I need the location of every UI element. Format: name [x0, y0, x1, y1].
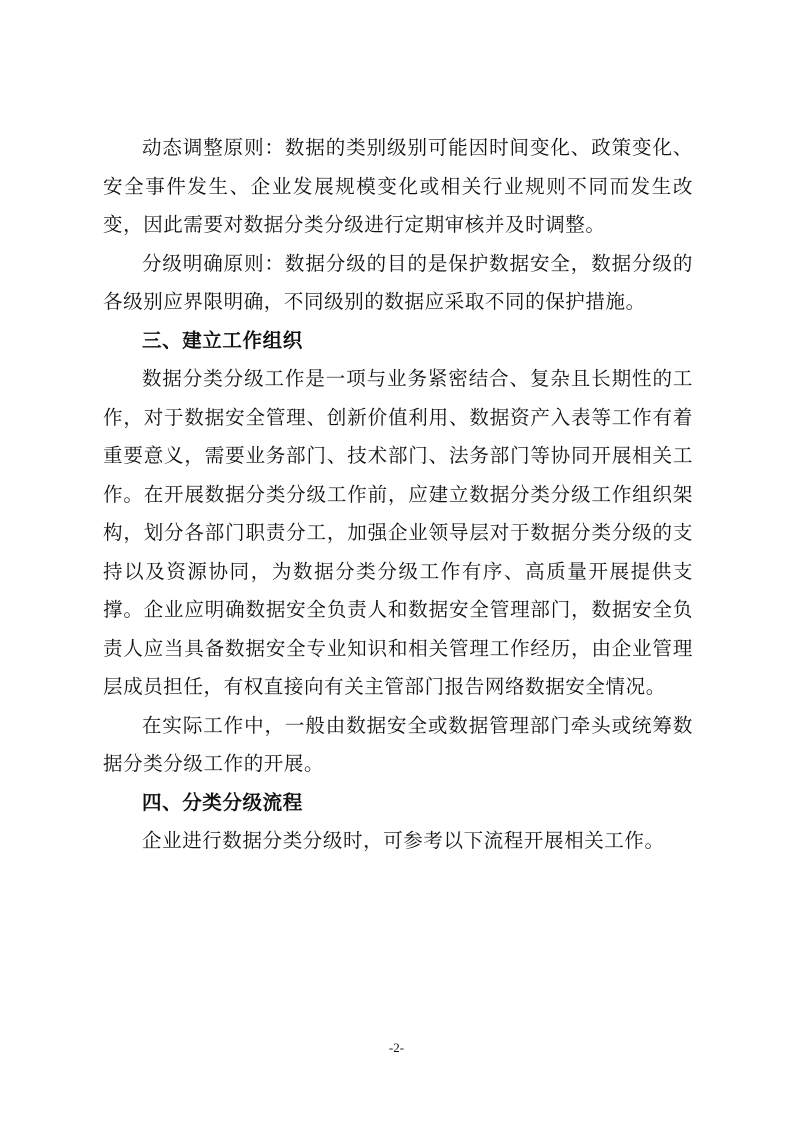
paragraph-practical-work: 在实际工作中，一般由数据安全或数据管理部门牵头或统筹数据分类分级工作的开展。 [103, 713, 693, 775]
document-body [103, 129, 693, 861]
paragraph-organization-description: 数据分类分级工作是一项与业务紧密结合、复杂且长期性的工作，对于数据安全管理、创新价值利用、数据资产入表等工作有着重要意义，需要业务部门、技术部门、法务部门等协同开展相关工作。在开展数据分类分级工作前，应建立数据分类分级工作组织架构，划分各部门职责分工，加强企业领导层对于数据分类分级的支持以及资源协同，为数据分类分级工作有序、高质量开展提供支撑。企业应明确数据安全负责人和数据安全管理部门，数据安全负责人应当具备数据安全专业知识和相关管理工作经历，由企业管理层成员担任，有权直接向有关主管部门报告网络数据安全情况。 [103, 367, 693, 698]
page-number: -2- [388, 1040, 405, 1055]
section-heading-classification-process: 四、分类分级流程 [142, 790, 303, 814]
section-heading-establish-organization: 三、建立工作组织 [142, 328, 303, 352]
paragraph-process-intro: 企业进行数据分类分级时，可参考以下流程开展相关工作。 [142, 829, 665, 852]
paragraph-dynamic-adjustment-principle: 动态调整原则：数据的类别级别可能因时间变化、政策变化、安全事件发生、企业发展规模变化或相关行业规则不同而发生改变，因此需要对数据分类分级进行定期审核并及时调整。 [103, 136, 693, 236]
paragraph-clear-grading-principle: 分级明确原则：数据分级的目的是保护数据安全，数据分级的各级别应界限明确，不同级别的数据应采取不同的保护措施。 [103, 251, 693, 313]
